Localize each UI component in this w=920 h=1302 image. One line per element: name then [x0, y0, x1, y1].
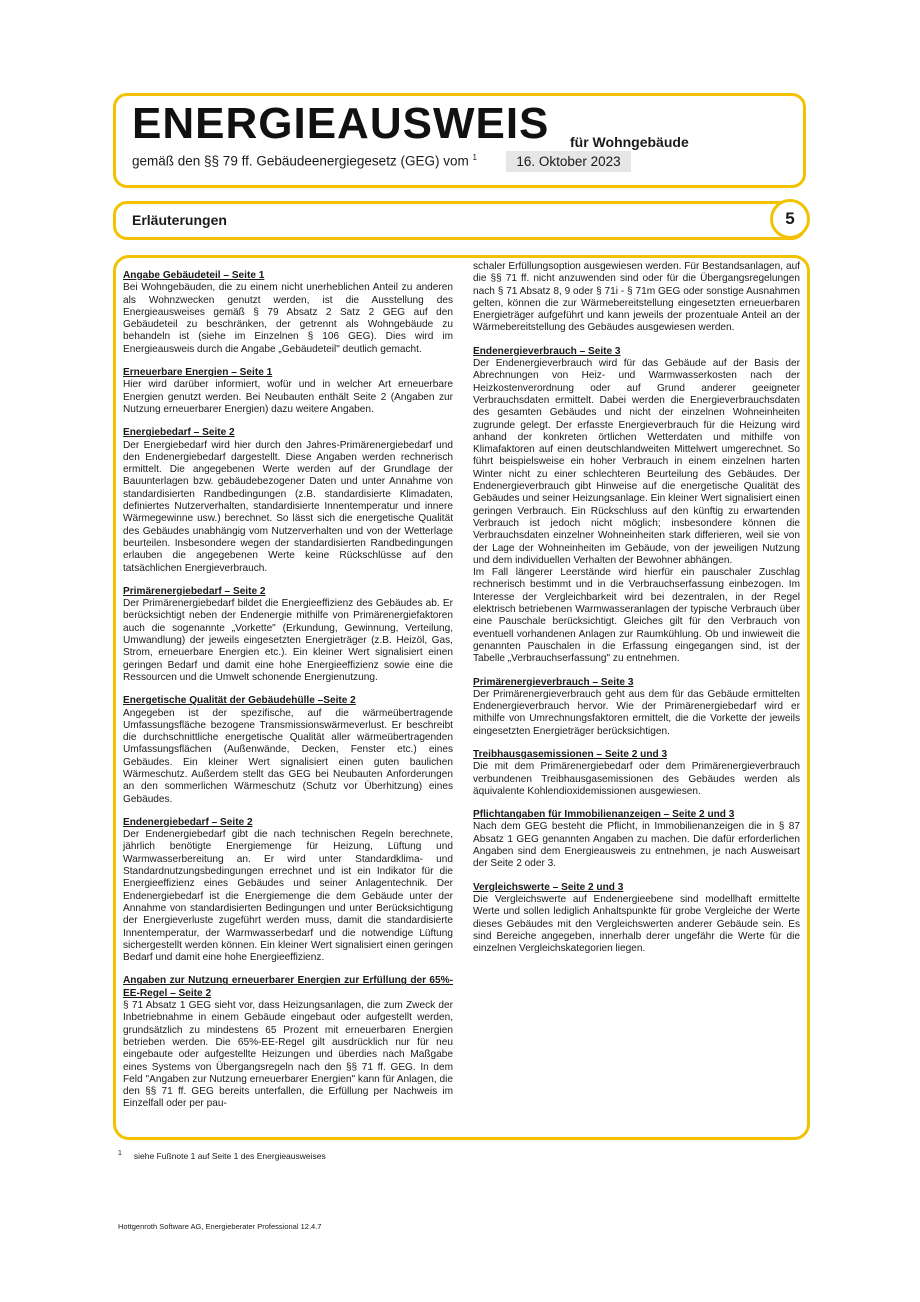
block-heading: Endenergieverbrauch – Seite 3 [473, 345, 621, 357]
block-text: Angegeben ist der spezifische, auf die wärmeübertragende Umfassungsfläche bezogene Transmissionswärmeverlust. Er beschreibt die durchschnittliche energetische Qualität aller wärmeübertragenden Umfassungsflächen (Außenwände, Decken, Fenster etc.) eines Gebäudes. Ein kleiner Wert signalisiert einen guten baulichen Wärmeschutz. Außerdem stellt das GEG bei Neubauten Anforderungen an den sommerlichen Wärmeschutz (Schutz vor Überhitzung) eines Gebäudes. [123, 707, 453, 805]
document-title: ENERGIEAUSWEIS [132, 99, 550, 148]
block-heading: Angaben zur Nutzung erneuerbarer Energien zur Erfüllung der 65%-EE-Regel – Seite 2 [123, 975, 453, 999]
law-text: gemäß den §§ 79 ff. Gebäudeenergiegesetz (GEG) vom [132, 153, 469, 169]
block-text: Die mit dem Primärenergiebedarf oder dem Primärenergieverbrauch verbundenen Treibhausgasemissionen des Gebäudes werden als äquivalente Kohlendioxidemissionen ausgewiesen. [473, 761, 800, 797]
header-box [113, 93, 806, 188]
document-subtitle: für Wohngebäude [570, 134, 689, 150]
block-heading: Primärenergiebedarf – Seite 2 [123, 585, 266, 597]
right-column [473, 261, 800, 966]
block-text: Nach dem GEG besteht die Pflicht, in Immobilienanzeigen die in § 87 Absatz 1 GEG genannten Angaben zu machen. Die dafür erforderlichen Angaben sind dem Energieausweis zu entnehmen, je nach Ausweisart der Seite 2 oder 3. [473, 821, 800, 870]
page-number-badge: 5 [770, 199, 810, 239]
block-text: Der Endenergieverbrauch wird für das Gebäude auf der Basis der Abrechnungen von Heiz- und Warmwasserkosten nach der Heizkostenverordnung oder auf Grund anderer geeigneter Verbrauchsdaten ermittelt. Dabei werden die Energieverbrauchsdaten des gesamten Gebäudes und nicht der einzelnen Wohneinheiten zugrunde gelegt. Der erfasste Energieverbrauch für die Heizung wird anhand der konkreten örtlichen Wetterdaten und mithilfe von Klimafaktoren auf einen deutschlandweiten Mittelwert umgerechnet. So führt beispielsweise ein hoher Verbrauch in einem einzelnen harten Winter nicht zu einer schlechteren Beurteilung des Gebäudes. Der Endenergieverbrauch gibt Hinweise auf die energetische Qualität des Gebäudes und seiner Heizungsanlage. Ein kleiner Wert signalisiert einen geringen Verbrauch. Ein Rückschluss auf den künftig zu erwartenden Verbrauch ist jedoch nicht möglich; insbesondere können die Verbrauchsdaten einzelner Wohneinheiten stark differieren, weil sie von der Lage der Wohneinheiten im Gebäude, von der jeweiligen Nutzung und dem individuellen Verhalten der Bewohner abhängen. [473, 358, 800, 566]
block-text: § 71 Absatz 1 GEG sieht vor, dass Heizungsanlagen, die zum Zweck der Inbetriebnahme in einem Gebäude eingebaut oder aufgestellt werden, grundsätzlich zu mindestens 65 Prozent mit erneuerbaren Energien betrieben werden. Die 65%-EE-Regel gilt ausdrücklich nur für neu eingebaute oder aufgestellte Heizungen und überdies nach Maßgabe eines Systems von Übergangsregeln nach den §§ 71 ff. GEG. In dem Feld "Angaben zur Nutzung erneuerbarer Energien" kann für Anlagen, die den §§ 71 ff. GEG bereits unterfallen, die Erfüllung per Nachweis im Einzelfall oder per pau- [123, 1000, 453, 1110]
explanation-block [123, 427, 453, 575]
law-reference [132, 153, 477, 169]
block-heading: Endenergiebedarf – Seite 2 [123, 816, 253, 828]
explanation-block [123, 695, 453, 806]
left-column [123, 270, 453, 1122]
block-heading: Erneuerbare Energien – Seite 1 [123, 367, 273, 379]
block-text: Im Fall längerer Leerstände wird hierfür ein pauschaler Zuschlag rechnerisch bestimmt und in die Verbrauchserfassung einbezogen. Im Interesse der Vergleichbarkeit wird bei dezentralen, in der Regel elektrisch betriebenen Warmwasseranlagen der typische Verbrauch über eine Pauschale berücksichtigt. Gleiches gilt für den Verbrauch von eventuell vorhandenen Anlagen zur Raumkühlung. Ob und inwieweit die genannten Pauschalen in die Erfassung eingegangen sind, ist der Tabelle „Verbrauchserfassung" zu entnehmen. [473, 567, 800, 665]
block-heading: Primärenergieverbrauch – Seite 3 [473, 676, 634, 688]
explanation-block [473, 882, 800, 956]
footnote-text: siehe Fußnote 1 auf Seite 1 des Energieausweises [133, 1150, 326, 1161]
issue-date: 16. Oktober 2023 [506, 151, 631, 172]
footnote [118, 1150, 326, 1161]
block-text: Der Energiebedarf wird hier durch den Jahres-Primärenergiebedarf und den Endenergiebedarf dargestellt. Diese Angaben werden rechnerisch ermittelt. Die angegebenen Werte werden auf der Grundlage der Bauunterlagen bzw. gebäudebezogener Daten und unter Annahme von standardisierten Randbedingungen (z.B. standardisierte Klimadaten, definiertes Nutzerverhalten, standardisierte Innentemperatur und innere Wärmegewinne usw.) berechnet. So lässt sich die energetische Qualität des Gebäudes unabhängig vom Nutzerverhalten und von der Wetterlage beurteilen. Insbesondere wegen der standardisierten Randbedingungen erlauben die angegebenen Werte keine Rückschlüsse auf den tatsächlichen Energieverbrauch. [123, 439, 453, 574]
explanation-block [123, 817, 453, 965]
explanation-block [123, 586, 453, 684]
block-text: Der Endenergiebedarf gibt die nach technischen Regeln berechnete, jährlich benötigte Energiemenge für Heizung, Lüftung und Warmwasserbereitung an. Er wird unter Standardklima- und Standardnutzungsbedingungen errechnet und ist ein Indikator für die Energieeffizienz eines Gebäudes und seiner Anlagentechnik. Der Endenergiebedarf ist die Energiemenge die dem Gebäude unter der Annahme von standardisierten Bedingungen und unter Berücksichtigung der Energieverluste zugeführt werden muss, damit die standardisierte Innentemperatur, der Warmwasserbedarf und die notwendige Lüftung sichergestellt werden können. Ein kleiner Wert signalisiert einen geringen Bedarf und damit eine hohe Energieeffizienz. [123, 829, 453, 964]
explanation-block [123, 367, 453, 416]
block-heading: Angabe Gebäudeteil – Seite 1 [123, 270, 265, 281]
software-footer: Hottgenroth Software AG, Energieberater Professional 12.4.7 [118, 1222, 322, 1231]
explanation-block [473, 261, 800, 335]
explanation-block [473, 346, 800, 666]
footnote-mark: 1 [472, 153, 477, 162]
explanations-box [113, 255, 810, 1140]
block-text: Die Vergleichswerte auf Endenergieebene sind modellhaft ermittelte Werte und sollen lediglich Anhaltspunkte für grobe Vergleiche der Werte dieses Gebäudes mit den Vergleichswerten anderer Gebäude sein. Es sind Bereiche angegeben, innerhalb derer ungefähr die Werte für die einzelnen Vergleichskategorien liegen. [473, 893, 800, 955]
block-text: Bei Wohngebäuden, die zu einem nicht unerheblichen Anteil zu anderen als Wohnzwecken genutzt werden, ist die Ausstellung des Energieausweises gemäß § 79 Absatz 2 Satz 2 GEG auf den Gebäudeteil zu beschränken, der getrennt als Wohngebäude zu behandeln ist (siehe im Einzelnen § 106 GEG). Dies wird im Energieausweis durch die Angabe „Gebäudeteil" deutlich gemacht. [123, 282, 453, 355]
block-text: Der Primärenergieverbrauch geht aus dem für das Gebäude ermittelten Endenergieverbrauch hervor. Wie der Primärenergiebedarf wird er mithilfe von Umrechnungsfaktoren ermittelt, die die Vorkette der jeweils eingesetzten Energieträger berücksichtigen. [473, 688, 800, 737]
block-text: schaler Erfüllungsoption ausgewiesen werden. Für Bestandsanlagen, auf die §§ 71 ff. nicht anzuwenden sind oder für die Übergangsregelungen nach § 71 Absatz 8, 9 oder § 71i - § 71m GEG oder sonstige Ausnahmen gelten, können die zur Wärmebereitstellung eingesetzten erneuerbaren Energieträger aufgeführt und kann jeweils der prozentuale Anteil an der Wärmebereitstellung des Gebäudes ausgewiesen werden. [473, 261, 800, 334]
explanation-block [473, 677, 800, 738]
block-heading: Energetische Qualität der Gebäudehülle –Seite 2 [123, 695, 356, 707]
block-heading: Energiebedarf – Seite 2 [123, 427, 235, 439]
section-title: Erläuterungen [132, 212, 227, 228]
block-heading: Treibhausgasemissionen – Seite 2 und 3 [473, 748, 668, 760]
block-text: Der Primärenergiebedarf bildet die Energieeffizienz des Gebäudes ab. Er berücksichtigt neben der Endenergie mithilfe von Primärenergiefaktoren auch die sogenannte „Vorkette" (Erkundung, Gewinnung, Verteilung, Umwandlung) der jeweils eingesetzten Energieträger (z.B. Heizöl, Gas, Strom, erneuerbare Energien etc.). Ein kleiner Wert signalisiert einen geringen Bedarf und damit eine hohe Energieeffizienz sowie eine die Ressourcen und die Umwelt schonende Energienutzung. [123, 598, 453, 683]
explanation-block [473, 809, 800, 870]
explanation-block [123, 975, 453, 1110]
footnote-number: 1 [118, 1150, 122, 1157]
block-text: Hier wird darüber informiert, wofür und in welcher Art erneuerbare Energien genutzt werden. Bei Neubauten enthält Seite 2 (Angaben zur Nutzung erneuerbarer Energien) dazu weitere Angaben. [123, 379, 453, 415]
block-heading: Pflichtangaben für Immobilienanzeigen – Seite 2 und 3 [473, 809, 735, 821]
section-bar [113, 201, 806, 240]
explanation-block [123, 270, 453, 356]
block-heading: Vergleichswerte – Seite 2 und 3 [473, 881, 624, 893]
explanation-block [473, 749, 800, 798]
